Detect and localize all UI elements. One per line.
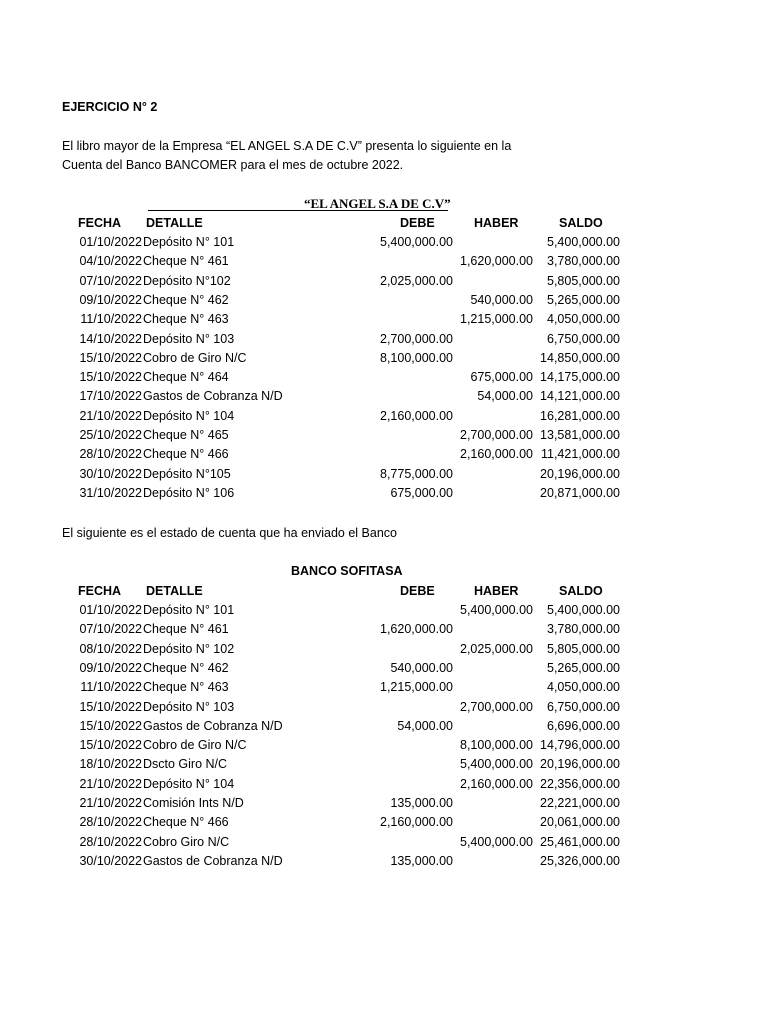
cell-fecha: 01/10/2022 xyxy=(79,235,142,249)
table-row xyxy=(0,387,768,406)
header-debe: DEBE xyxy=(400,216,435,230)
cell-haber: 1,215,000.00 xyxy=(460,312,533,327)
cell-haber: 540,000.00 xyxy=(470,292,533,307)
cell-detalle: Depósito N° 104 xyxy=(143,776,235,791)
table-row xyxy=(0,698,768,717)
table-row xyxy=(0,368,768,387)
table-row xyxy=(0,484,768,503)
cell-saldo: 5,400,000.00 xyxy=(547,603,620,617)
cell-saldo: 5,265,000.00 xyxy=(547,660,620,675)
cell-detalle: Cheque N° 466 xyxy=(143,815,229,830)
table-row xyxy=(0,272,768,291)
cell-debe: 135,000.00 xyxy=(390,853,453,868)
cell-detalle: Cheque N° 462 xyxy=(143,660,229,675)
header-haber: HABER xyxy=(474,216,519,230)
cell-saldo: 14,175,000.00 xyxy=(540,370,620,385)
cell-debe: 8,775,000.00 xyxy=(380,466,453,481)
cell-detalle: Cheque N° 463 xyxy=(143,680,229,695)
cell-saldo: 5,805,000.00 xyxy=(547,273,620,288)
cell-detalle: Depósito N° 102 xyxy=(143,641,235,656)
cell-fecha: 30/10/2022 xyxy=(79,853,142,868)
bank-intro: El siguiente es el estado de cuenta que ha enviado el Banco xyxy=(62,526,397,540)
cell-detalle: Cheque N° 464 xyxy=(143,370,229,385)
cell-detalle: Depósito N° 106 xyxy=(143,485,235,500)
cell-haber: 5,400,000.00 xyxy=(460,757,533,772)
cell-fecha: 01/10/2022 xyxy=(79,603,142,617)
cell-debe: 540,000.00 xyxy=(390,660,453,675)
table-row xyxy=(0,310,768,329)
cell-saldo: 25,326,000.00 xyxy=(540,853,620,868)
cell-fecha: 15/10/2022 xyxy=(79,350,142,365)
table-row xyxy=(0,252,768,271)
intro-line-1: El libro mayor de la Empresa “EL ANGEL S.A DE C.V” presenta lo siguiente en la xyxy=(62,139,512,153)
cell-detalle: Cheque N° 466 xyxy=(143,447,229,462)
cell-detalle: Gastos de Cobranza N/D xyxy=(143,718,283,733)
cell-saldo: 22,221,000.00 xyxy=(540,796,620,810)
cell-detalle: Cheque N° 461 xyxy=(143,254,229,269)
cell-saldo: 14,850,000.00 xyxy=(540,350,620,365)
cell-debe: 2,025,000.00 xyxy=(380,273,453,288)
cell-saldo: 4,050,000.00 xyxy=(547,312,620,327)
cell-fecha: 28/10/2022 xyxy=(79,447,142,462)
cell-debe: 1,215,000.00 xyxy=(380,680,453,695)
table-row xyxy=(0,659,768,678)
table-row xyxy=(0,620,768,639)
cell-saldo: 22,356,000.00 xyxy=(540,776,620,791)
cell-haber: 54,000.00 xyxy=(477,389,533,404)
cell-fecha: 18/10/2022 xyxy=(79,757,142,772)
cell-detalle: Gastos de Cobranza N/D xyxy=(143,853,283,868)
cell-fecha: 08/10/2022 xyxy=(79,641,142,656)
cell-detalle: Cobro de Giro N/C xyxy=(143,350,247,365)
header-saldo: SALDO xyxy=(559,216,603,230)
cell-detalle: Depósito N° 103 xyxy=(143,331,235,346)
table-row xyxy=(0,755,768,774)
table-row xyxy=(0,291,768,310)
cell-debe: 2,160,000.00 xyxy=(380,815,453,830)
cell-saldo: 5,400,000.00 xyxy=(547,235,620,249)
cell-detalle: Dscto Giro N/C xyxy=(143,757,228,772)
cell-haber: 2,160,000.00 xyxy=(460,447,533,462)
cell-detalle: Cobro Giro N/C xyxy=(143,834,230,849)
cell-fecha: 21/10/2022 xyxy=(79,408,142,423)
cell-detalle: Depósito N° 104 xyxy=(143,408,235,423)
table-row xyxy=(0,407,768,426)
cell-saldo: 20,196,000.00 xyxy=(540,466,620,481)
table-row xyxy=(0,330,768,349)
cell-saldo: 13,581,000.00 xyxy=(540,428,620,442)
cell-saldo: 14,121,000.00 xyxy=(540,389,620,404)
table-row xyxy=(0,601,768,620)
ledger-header-row xyxy=(0,214,768,233)
cell-fecha: 07/10/2022 xyxy=(79,273,142,288)
cell-saldo: 5,265,000.00 xyxy=(547,292,620,307)
cell-detalle: Cheque N° 461 xyxy=(143,622,229,637)
table-row xyxy=(0,775,768,794)
cell-detalle: Depósito N° 101 xyxy=(143,603,235,617)
header-haber: HABER xyxy=(474,584,519,598)
cell-detalle: Gastos de Cobranza N/D xyxy=(143,389,283,404)
table-row xyxy=(0,833,768,852)
cell-fecha: 07/10/2022 xyxy=(79,622,142,637)
cell-debe: 675,000.00 xyxy=(390,485,453,500)
bank-header-row xyxy=(0,582,768,601)
cell-haber: 2,025,000.00 xyxy=(460,641,533,656)
cell-saldo: 3,780,000.00 xyxy=(547,254,620,269)
cell-debe: 135,000.00 xyxy=(390,796,453,810)
table-row xyxy=(0,736,768,755)
cell-saldo: 6,696,000.00 xyxy=(547,718,620,733)
cell-detalle: Depósito N°102 xyxy=(143,273,231,288)
cell-fecha: 09/10/2022 xyxy=(79,292,142,307)
exercise-heading: EJERCICIO N° 2 xyxy=(62,100,158,114)
cell-saldo: 20,061,000.00 xyxy=(540,815,620,830)
cell-haber: 5,400,000.00 xyxy=(460,834,533,849)
header-saldo: SALDO xyxy=(559,584,603,598)
cell-fecha: 15/10/2022 xyxy=(79,718,142,733)
table-row xyxy=(0,233,768,252)
cell-fecha: 28/10/2022 xyxy=(79,834,142,849)
cell-saldo: 20,871,000.00 xyxy=(540,485,620,500)
cell-fecha: 11/10/2022 xyxy=(80,312,142,327)
cell-detalle: Depósito N°105 xyxy=(143,466,231,481)
cell-detalle: Depósito N° 101 xyxy=(143,235,235,249)
table-row xyxy=(0,794,768,813)
table-row xyxy=(0,426,768,445)
header-detalle: DETALLE xyxy=(146,216,203,230)
header-fecha: FECHA xyxy=(78,216,122,230)
cell-fecha: 25/10/2022 xyxy=(79,428,142,442)
cell-detalle: Cheque N° 463 xyxy=(143,312,229,327)
cell-saldo: 4,050,000.00 xyxy=(547,680,620,695)
table-row xyxy=(0,852,768,871)
cell-fecha: 15/10/2022 xyxy=(79,370,142,385)
bank-title: BANCO SOFITASA xyxy=(291,564,403,578)
cell-saldo: 14,796,000.00 xyxy=(540,738,620,753)
cell-saldo: 5,805,000.00 xyxy=(547,641,620,656)
cell-haber: 2,700,000.00 xyxy=(460,428,533,442)
cell-haber: 8,100,000.00 xyxy=(460,738,533,753)
cell-saldo: 25,461,000.00 xyxy=(540,834,620,849)
header-detalle: DETALLE xyxy=(146,584,203,598)
cell-fecha: 14/10/2022 xyxy=(79,331,142,346)
cell-debe: 8,100,000.00 xyxy=(380,350,453,365)
cell-fecha: 09/10/2022 xyxy=(79,660,142,675)
ledger-title: “EL ANGEL S.A DE C.V” xyxy=(304,196,451,211)
cell-debe: 54,000.00 xyxy=(397,718,453,733)
cell-saldo: 20,196,000.00 xyxy=(540,757,620,772)
table-row xyxy=(0,349,768,368)
cell-saldo: 6,750,000.00 xyxy=(547,331,620,346)
header-fecha: FECHA xyxy=(78,584,122,598)
cell-debe: 2,700,000.00 xyxy=(380,331,453,346)
cell-detalle: Comisión Ints N/D xyxy=(143,796,244,810)
table-row xyxy=(0,678,768,697)
intro-line-2: Cuenta del Banco BANCOMER para el mes de octubre 2022. xyxy=(62,158,404,172)
cell-debe: 5,400,000.00 xyxy=(380,235,453,249)
cell-detalle: Depósito N° 103 xyxy=(143,699,235,714)
cell-haber: 675,000.00 xyxy=(470,370,533,385)
table-row xyxy=(0,640,768,659)
cell-saldo: 16,281,000.00 xyxy=(540,408,620,423)
cell-fecha: 15/10/2022 xyxy=(79,738,142,753)
cell-haber: 5,400,000.00 xyxy=(460,603,533,617)
cell-fecha: 04/10/2022 xyxy=(79,254,142,269)
cell-saldo: 11,421,000.00 xyxy=(540,447,620,462)
cell-haber: 2,700,000.00 xyxy=(460,699,533,714)
cell-fecha: 30/10/2022 xyxy=(79,466,142,481)
cell-saldo: 3,780,000.00 xyxy=(547,622,620,637)
cell-fecha: 11/10/2022 xyxy=(80,680,142,695)
cell-fecha: 21/10/2022 xyxy=(79,796,142,810)
cell-fecha: 31/10/2022 xyxy=(79,485,142,500)
table-row xyxy=(0,717,768,736)
cell-haber: 1,620,000.00 xyxy=(460,254,533,269)
cell-detalle: Cheque N° 462 xyxy=(143,292,229,307)
cell-fecha: 28/10/2022 xyxy=(79,815,142,830)
cell-detalle: Cobro de Giro N/C xyxy=(143,738,247,753)
cell-haber: 2,160,000.00 xyxy=(460,776,533,791)
header-debe: DEBE xyxy=(400,584,435,598)
cell-detalle: Cheque N° 465 xyxy=(143,428,229,442)
cell-debe: 2,160,000.00 xyxy=(380,408,453,423)
cell-fecha: 15/10/2022 xyxy=(79,699,142,714)
table-row xyxy=(0,465,768,484)
table-row xyxy=(0,445,768,464)
cell-fecha: 21/10/2022 xyxy=(79,776,142,791)
cell-saldo: 6,750,000.00 xyxy=(547,699,620,714)
table-row xyxy=(0,813,768,832)
cell-fecha: 17/10/2022 xyxy=(79,389,142,404)
cell-debe: 1,620,000.00 xyxy=(380,622,453,637)
